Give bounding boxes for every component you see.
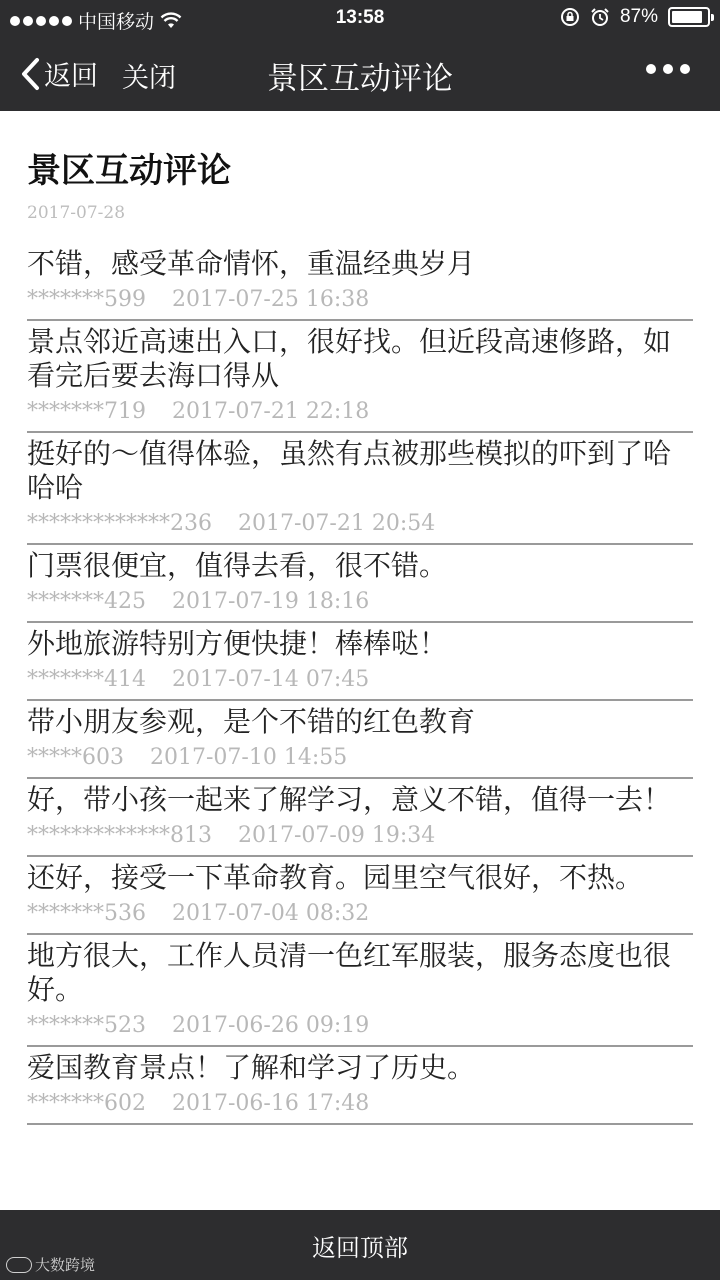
battery-icon [668,7,710,27]
close-button[interactable]: 关闭 [122,63,176,94]
bottom-bar [0,1210,720,1280]
comment-meta [27,1089,693,1119]
comment-time: 2017-07-10 14:55 [150,745,348,770]
comment-item [27,623,693,701]
comment-item [27,243,693,321]
comment-meta [27,285,693,315]
more-icon[interactable] [646,64,690,74]
watermark-label: 大数跨境 [35,1256,96,1274]
nav-title: 景区互动评论 [267,61,453,97]
comment-text: 门票很便宜，值得去看，很不错。 [27,549,448,582]
comment-item [27,545,693,623]
comment-meta [27,509,693,539]
comment-item [27,935,693,1047]
watermark [6,1254,95,1275]
page-date: 2017-07-28 [27,203,126,223]
comment-meta [27,743,693,773]
comment-text: 还好，接受一下革命教育。园里空气很好，不热。 [27,861,644,894]
comment-time: 2017-06-26 09:19 [172,1013,370,1038]
status-time: 13:58 [335,7,385,28]
comment-meta [27,587,693,617]
comment-time: 2017-06-16 17:48 [172,1091,370,1116]
comment-user: *******523 [27,1013,146,1038]
battery-fill [672,11,702,23]
back-label: 返回 [44,61,98,92]
comment-user: *******599 [27,287,146,312]
rotation-lock-icon [560,7,580,27]
comment-text: 地方很大，工作人员清一色红军服装，服务态度也很好。 [27,939,672,1006]
status-right [560,6,710,28]
back-to-top-button[interactable]: 返回顶部 [312,1234,408,1262]
chevron-left-icon [20,57,40,91]
page-title: 景区互动评论 [27,151,231,191]
comment-time: 2017-07-21 22:18 [172,399,370,424]
comment-meta [27,397,693,427]
comment-item [27,701,693,779]
comment-user: *******536 [27,901,146,926]
comment-meta [27,821,693,851]
comment-item [27,1047,693,1125]
status-bar [0,0,720,36]
comment-user: *******425 [27,589,146,614]
comment-time: 2017-07-19 18:16 [172,589,370,614]
comment-time: 2017-07-04 08:32 [172,901,370,926]
comment-text: 不错，感受革命情怀，重温经典岁月 [27,247,476,280]
comment-meta [27,899,693,929]
alarm-icon [590,7,610,27]
comment-user: *****603 [27,745,124,770]
carrier-label: 中国移动 [78,12,155,33]
comment-time: 2017-07-14 07:45 [172,667,370,692]
comment-time: 2017-07-21 20:54 [238,511,436,536]
comment-user: *************236 [27,511,212,536]
comment-user: *******719 [27,399,146,424]
comment-text: 好，带小孩一起来了解学习，意义不错，值得一去！ [27,783,672,816]
comment-item [27,321,693,433]
comment-text: 景点邻近高速出入口，很好找。但近段高速修路，如看完后要去海口得从 [27,325,672,392]
comment-item [27,857,693,935]
back-button[interactable] [20,54,98,93]
comment-user: *******602 [27,1091,146,1116]
comment-time: 2017-07-09 19:34 [238,823,436,848]
comment-item [27,779,693,857]
comment-user: *************813 [27,823,212,848]
comment-list [27,243,693,1125]
watermark-logo-icon [6,1257,32,1273]
comment-item [27,433,693,545]
comment-text: 爱国教育景点！了解和学习了历史。 [27,1051,476,1084]
comment-text: 外地旅游特别方便快捷！棒棒哒！ [27,627,448,660]
content-area[interactable] [0,111,720,1210]
battery-percent: 87% [619,6,658,27]
comment-text: 带小朋友参观，是个不错的红色教育 [27,705,476,738]
comment-user: *******414 [27,667,146,692]
nav-bar [0,36,720,111]
comment-meta [27,1011,693,1041]
comment-time: 2017-07-25 16:38 [172,287,370,312]
comment-text: 挺好的～值得体验，虽然有点被那些模拟的吓到了哈哈哈 [27,437,672,504]
comment-meta [27,665,693,695]
